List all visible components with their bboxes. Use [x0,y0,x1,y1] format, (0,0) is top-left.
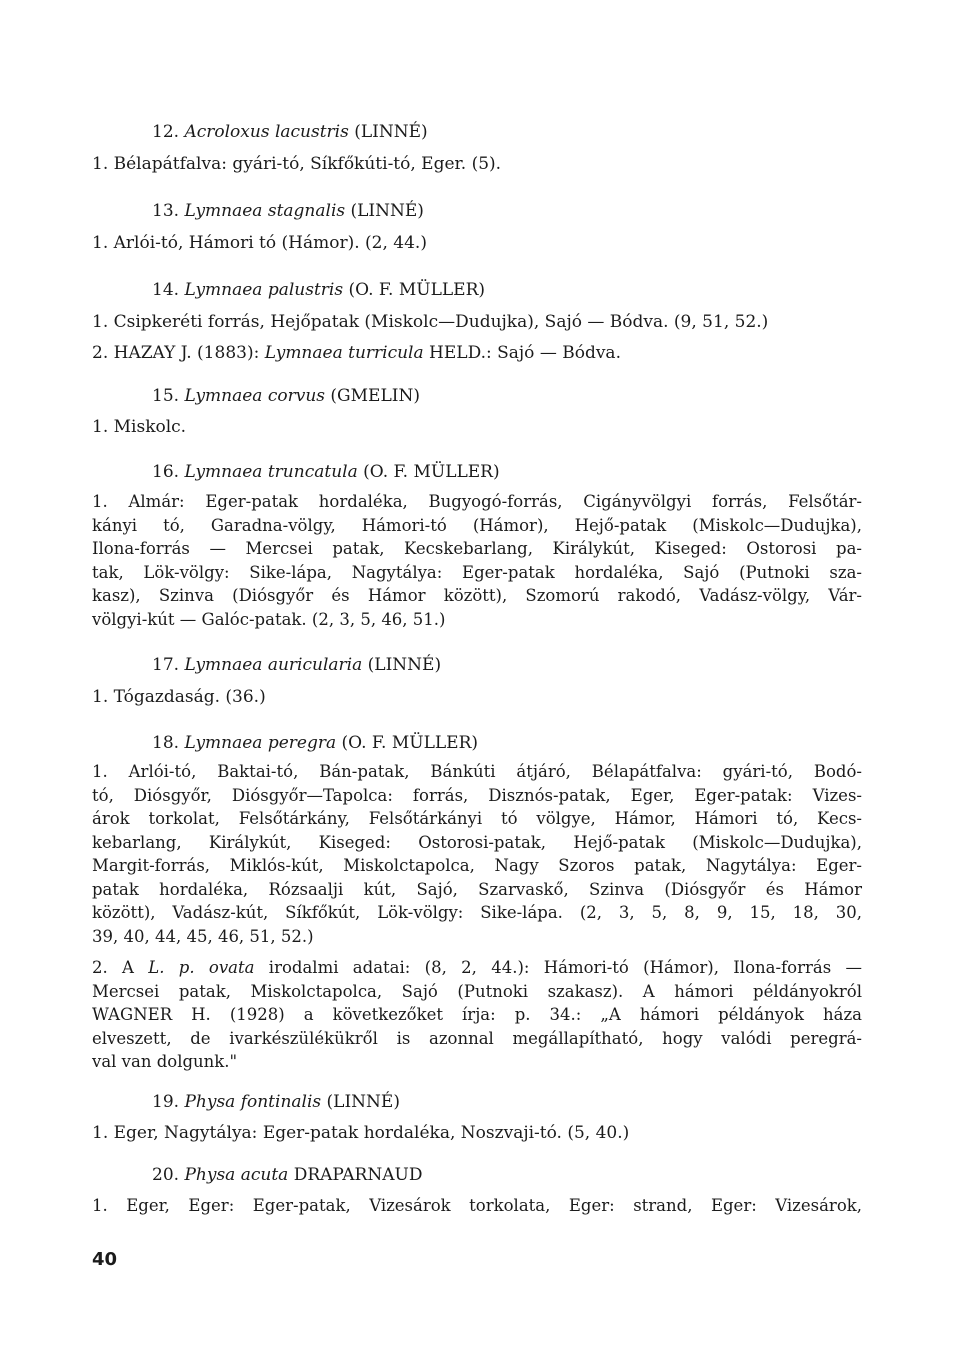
locality-record: 1. Arlói-tó, Baktai-tó, Bán-patak, Bánkúti átjáró, Bélapátfalva: gyári-tó, Bodó- tó, Diósgyőr, Diósgyőr—Tapolca: forrás, Disznós-patak, Eger, Eger-patak: Vizes- árok torkolat, Felsőtárkány, Felsőtárkányi tó völgye, Hámor, Hámori tó, Kecs- kebarlang, Királykút, Kiseged: Ostorosi-patak, Hejő-patak (Miskolc—Dudujka), Margit-forrás, Miklós-kút, Miskolctapolca, Nagy Szoros patak, Nagytálya: Eger- patak hordaléka, Rózsaalji kút, Sajó, Szarvaskő, Szinva (Diósgyőr és Hámor között), Vadász-kút, Síkfőkút, Lök-völgy: Sike-lápa. (2, 3, 5, 8, 9, 15, 18, 30, 39, 40, 44, 45, 46, 51, 52.) [92,762,862,946]
locality-record: 1. Almár: Eger-patak hordaléka, Bugyogó-forrás, Cigányvölgyi forrás, Felsőtár- kányi tó, Garadna-völgy, Hámori-tó (Hámor), Hejő-patak (Miskolc—Dudujka), Ilona-forrás — Mercsei patak, Kecskebarlang, Királykút, Kiseged: Ostorosi pa- tak, Lök-völgy: Sike-lápa, Nagytálya: Eger-patak hordaléka, Sajó (Putnoki sza- kasz), Szinva (Diósgyőr és Hámor között), Szomorú rakodó, Vadász-völgy, Vár- völgyi-kút — Galóc-patak. (2, 3, 5, 46, 51.) [92,492,862,629]
locality-record: 1. Bélapátfalva: gyári-tó, Síkfőkúti-tó, Eger. (5). [92,154,502,174]
species-heading: 20. Physa acuta DRAPARNAUD [152,1165,423,1185]
species-heading: 16. Lymnaea truncatula (O. F. MÜLLER) [152,462,500,482]
locality-record: 1. Tógazdaság. (36.) [92,687,266,707]
species-heading: 14. Lymnaea palustris (O. F. MÜLLER) [152,280,486,300]
locality-record: 1. Miskolc. [92,417,187,437]
locality-record: 1. Arlói-tó, Hámori tó (Hámor). (2, 44.) [92,233,427,253]
literature-record: 2. HAZAY J. (1883): Lymnaea turricula HELD.: Sajó — Bódva. [92,343,621,363]
locality-record: 1. Csipkeréti forrás, Hejőpatak (Miskolc—Dudujka), Sajó — Bódva. (9, 51, 52.) [92,312,769,332]
species-heading: 15. Lymnaea corvus (GMELIN) [152,386,420,406]
species-heading: 17. Lymnaea auricularia (LINNÉ) [152,655,442,675]
species-heading: 18. Lymnaea peregra (O. F. MÜLLER) [152,733,479,753]
locality-record: 1. Eger, Eger: Eger-patak, Vizesárok torkolata, Eger: strand, Eger: Vizesárok, [92,1196,862,1215]
species-heading: 12. Acroloxus lacustris (LINNÉ) [152,122,428,142]
species-heading: 19. Physa fontinalis (LINNÉ) [152,1092,400,1112]
page-number: 40 [92,1249,118,1270]
species-heading: 13. Lymnaea stagnalis (LINNÉ) [152,201,424,221]
locality-record: 1. Eger, Nagytálya: Eger-patak hordaléka, Noszvaji-tó. (5, 40.) [92,1123,630,1143]
literature-record: 2. A L. p. ovata irodalmi adatai: (8, 2, 44.): Hámori-tó (Hámor), Ilona-forrás — Mercsei patak, Miskolctapolca, Sajó (Putnoki szakasz). A hámori példányokról WAGNER H. (1928) a következőket írja: p. 34.: „A hámori példányok háza elveszett, de ivarkészülékükről is azonnal megállapítható, hogy valódi peregrá- val van dolgunk." [92,958,862,1071]
